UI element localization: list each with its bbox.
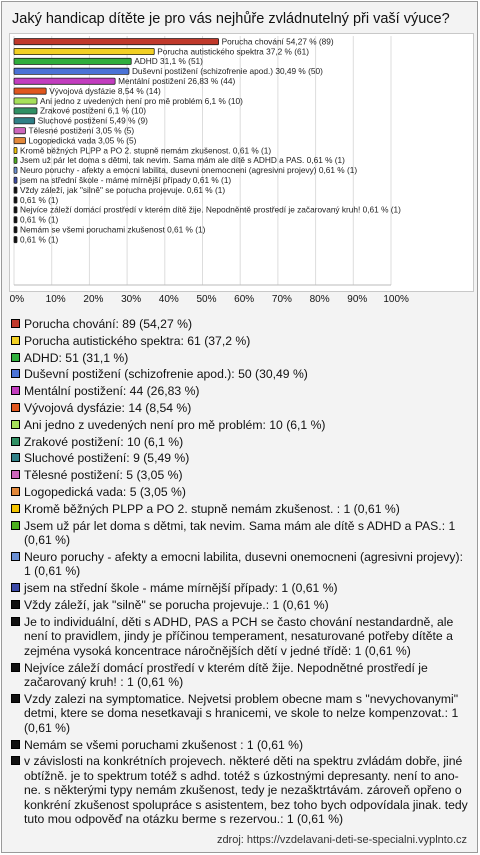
bar-label: Nemám se všemi poruchami zkušenost 0,61 % (1) [20,224,206,235]
legend-label: Nejvíce záleží domácí prostředí v kterém dítě žije. Nepodnětné prostředí je začarovaný kruh! : 1 (0,61 %) [24,660,428,690]
source-credit: zdroj: https://vzdelavani-deti-se-specialni.vyplnto.cz [216,834,467,846]
legend-swatch [11,336,20,345]
bar-label: Neuro poruchy - afekty a emocni labilita, dusevni onemocneni (agresivni projevy) 0,61 % (1) [20,165,358,176]
legend-entry [10,468,472,483]
legend-swatch [11,694,20,703]
legend-label: Porucha chování: 89 (54,27 %) [24,317,193,331]
x-tick-label: 70% [271,294,292,305]
legend-swatch [11,521,20,530]
legend-label: Sluchové postižení: 9 (5,49 %) [24,451,190,466]
x-tick-label: 60% [234,294,255,305]
legend-label: Vždy záleží, jak "silně" se porucha projevuje.: 1 (0,61 %) [24,597,329,612]
bar [14,48,154,54]
legend-swatch [11,504,20,513]
legend-entry [10,615,472,659]
legend-entry [10,317,472,332]
legend-entry [10,451,472,466]
legend-label: Neuro poruchy - afekty a emocni labilita, dusevni onemocneni (agresivni projevy): 1 (0,61 %) [24,549,463,579]
x-tick-label: 30% [121,294,142,305]
bar-label: Jsem už pár let doma s dětmi, tak nevim. Sama mám ale dítě s ADHD a PAS. 0,61 % (1) [20,155,345,166]
legend-entry [10,367,472,382]
legend-label: Tělesné postižení: 5 (3,05 %) [24,468,183,483]
legend-entry [10,519,472,548]
legend-swatch [11,437,20,446]
bar [14,167,17,173]
legend-label: Ani jedno z uvedených není pro mě problém: 10 (6,1 %) [24,417,326,432]
legend-entry [10,692,472,736]
legend-label: Duševní postižení (schizofrenie apod.): 50 (30,49 %) [24,367,308,382]
bar-label: jsem na střední škole - máme mírnější případy 0,61 % (1) [20,175,232,185]
bar-label: 0,61 % (1) [20,214,59,225]
x-tick-label: 80% [309,294,330,305]
x-tick-label: 40% [158,294,179,305]
legend-swatch [11,403,20,412]
bar [14,98,37,104]
bar [14,138,25,144]
bar [14,68,129,74]
bar-label: Sluchové postižení 5,49 % (9) [37,115,148,126]
legend-swatch [11,487,20,496]
legend-swatch [11,369,20,378]
legend-swatch [11,740,20,749]
bar [14,187,17,193]
bar-label: 0,61 % (1) [20,234,59,245]
legend-entry [10,661,472,690]
bar [14,217,17,223]
bar [14,78,115,84]
bar-label: Porucha chování 54,27 % (89) [221,36,334,47]
bar-label: Mentální postižení 26,83 % (44) [118,76,236,86]
bar-label: Duševní postižení (schizofrenie apod.) 30,49 % (50) [131,66,323,77]
legend-swatch [11,617,20,626]
bar [14,207,17,213]
legend-swatch [11,756,20,765]
bar-label: 0,61 % (1) [20,194,59,205]
legend-swatch [11,600,20,609]
bar-label: Nejvíce záleží domácí prostředí v kterém dítě žije. Nepodněntě prostředí je začarovaný kruh! 0,61 % (1) [20,204,401,215]
bar [14,128,25,134]
legend-swatch [11,583,20,592]
x-tick-label: 50% [196,294,217,305]
bar [14,177,17,183]
legend-label: v závislosti na konkrétních projevech. některé děti na spektru zvládám dobře, jiné obtížně. je to spektrum totéž s adhd. totéž s úzkostnými depresanty. není to ano-ne. s některými typy nemám zkušenost, tedy je nezašktrtávám. zároveň opřeno o konkréní zkušenost spolupráce s asistentem, bez toho bych odpovídala jinak. tedy tuto mou odpověď na otázku berme s rezervou.: 1 (0,61 %) [24,754,468,827]
legend-label: Vzdy zalezi na symptomatice. Nejvetsi problem obecne mam s "nevychovanymi" detmi, ktere se doma nesetkavaji s hranicemi, ve skole to nelze kompenzovat.: 1 (0,61 %) [24,691,459,735]
legend-label: jsem na střední škole - máme mírnější případy: 1 (0,61 %) [24,581,338,596]
plot-area [9,33,474,292]
bar-label: Vždy záleží, jak "silně" se porucha projevuje. 0,61 % (1) [20,184,226,195]
chart-panel [1,1,478,853]
legend-entry [10,401,472,416]
legend-label: Je to individuální, děti s ADHD, PAS a PCH se často chování nestandardně, ale není to pravidlem, jindy je příčinou temperament, nesaturované potřeby dítěte a zejména vysoká koncentrace náročnějších dětí v jedné třídě: 1 (0,61 %) [24,614,454,658]
legend-entry [10,550,472,579]
chart-title: Jaký handicap dítěte je pro vás nejhůře zvládnutelný při vaší výuce? [12,11,450,27]
legend-entry [10,435,472,450]
bar-label: Zrakové postižení 6,1 % (10) [39,105,147,116]
bar-label: Porucha autistického spektra 37,2 % (61) [157,46,309,57]
bar-label: Ani jedno z uvedených není pro mě problém 6,1 % (10) [39,95,243,106]
legend-entry [10,502,472,517]
bar [14,39,219,45]
bar-label: Logopedická vada 3,05 % (5) [28,135,137,146]
bar [14,147,17,153]
legend-label: ADHD: 51 (31,1 %) [24,350,129,365]
bar [14,237,17,243]
legend-label: Nemám se všemi poruchami zkušenost : 1 (0,61 %) [24,737,304,752]
bar [14,118,35,124]
legend-entry [10,418,472,433]
legend-swatch [11,420,20,429]
legend-entry [10,334,472,349]
legend-label: Porucha autistického spektra: 61 (37,2 %) [24,333,251,348]
bar [14,88,46,94]
legend-swatch [11,552,20,561]
legend-label: Jsem už pár let doma s dětmi, tak nevim. Sama mám ale dítě s ADHD a PAS.: 1 (0,61 %) [24,518,456,548]
legend-swatch [11,353,20,362]
x-tick-label: 90% [347,294,368,305]
bar-label: Vývojová dysfázie 8,54 % (14) [49,85,161,96]
legend-entry [10,598,472,613]
x-tick-label: 100% [383,294,409,305]
x-tick-label: 0% [9,294,25,305]
legend-label: Zrakové postižení: 10 (6,1 %) [24,434,184,449]
x-tick-label: 10% [45,294,66,305]
legend-swatch [11,663,20,672]
bar-label: Tělesné postižení 3,05 % (5) [28,125,135,136]
legend-label: Mentální postižení: 44 (26,83 %) [24,384,200,399]
bar [14,197,17,203]
legend-entry [10,485,472,500]
bar [14,227,17,233]
bar [14,108,37,114]
legend-label: Logopedická vada: 5 (3,05 %) [24,484,186,499]
legend-swatch [11,470,20,479]
legend [10,317,472,829]
legend-label: Kromě běžných PLPP a PO 2. stupně nemám zkušenost. : 1 (0,61 %) [24,501,400,516]
legend-swatch [11,386,20,395]
legend-swatch [11,319,20,328]
bar-label: Kromě běžných PLPP a PO 2. stupně nemám zkušenost. 0,61 % (1) [20,145,272,156]
bar-label: ADHD 31,1 % (51) [134,56,203,67]
legend-entry [10,754,472,827]
legend-label: Vývojová dysfázie: 14 (8,54 %) [24,400,192,415]
legend-entry [10,738,472,753]
legend-entry [10,351,472,366]
legend-swatch [11,453,20,462]
legend-entry [10,581,472,596]
bar [14,157,17,163]
bar [14,58,131,64]
legend-entry [10,384,472,399]
bar-chart-svg [10,34,473,291]
x-tick-label: 20% [83,294,104,305]
